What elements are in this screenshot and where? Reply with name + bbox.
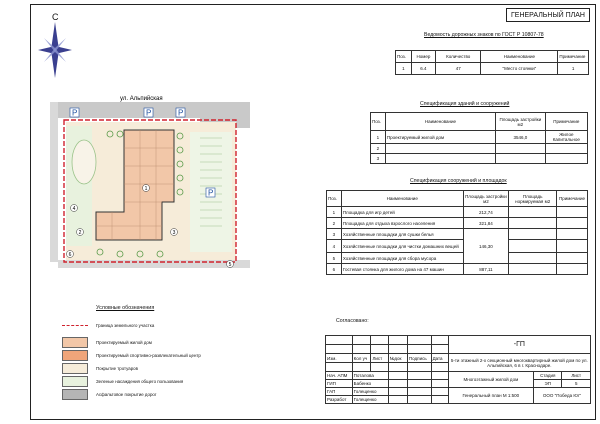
facilities-cell: 887,11 bbox=[463, 264, 509, 275]
buildings-cell: 3546,0 bbox=[496, 131, 546, 144]
legend-swatch bbox=[62, 337, 88, 348]
facilities-cell: Хозяйственные площадки для сушки белья bbox=[341, 229, 463, 240]
road-bottom bbox=[58, 260, 250, 268]
buildings-cell bbox=[545, 144, 587, 154]
facilities-cell: 1 bbox=[327, 207, 342, 218]
parking-marker-label: P bbox=[72, 108, 78, 118]
north-label: С bbox=[52, 12, 59, 22]
buildings-title: Спецификация зданий и сооружений bbox=[420, 101, 510, 107]
road-signs-header: Поз. bbox=[396, 51, 412, 63]
stamp-col-header: №док bbox=[388, 354, 407, 363]
legend-swatch bbox=[62, 350, 88, 361]
buildings-cell: 3 bbox=[371, 154, 386, 164]
stamp-person: Голещенко bbox=[352, 396, 388, 404]
legend-swatch bbox=[62, 376, 88, 387]
facilities-cell: Хозяйственные площадки для чистки домашних вещей bbox=[341, 240, 463, 253]
street-label: ул. Альпийская bbox=[120, 96, 163, 102]
facilities-cell: Площадка для отдыха взрослого населения bbox=[341, 218, 463, 229]
stage-value: ЭП bbox=[534, 380, 562, 388]
facilities-cell bbox=[509, 207, 557, 218]
facilities-cell: 2 bbox=[327, 218, 342, 229]
facilities-cell bbox=[557, 240, 588, 253]
project-code: -ГП bbox=[448, 336, 590, 354]
company-name: ООО "Победа Юг" bbox=[534, 388, 591, 404]
buildings-cell bbox=[385, 154, 495, 164]
stamp-role: ГАП bbox=[326, 388, 353, 396]
north-arrow-icon bbox=[38, 22, 72, 78]
facilities-table bbox=[326, 190, 588, 275]
buildings-header: Площадь застройки м2 bbox=[496, 113, 546, 131]
stamp-col-header: Подпись bbox=[407, 354, 431, 363]
road-signs-cell: 6.4 bbox=[411, 63, 435, 75]
buildings-cell bbox=[496, 144, 546, 154]
buildings-header: Примечание bbox=[545, 113, 587, 131]
legend-swatch bbox=[62, 389, 88, 400]
facilities-cell bbox=[509, 253, 557, 264]
parking-marker-label: P bbox=[178, 108, 184, 118]
facilities-cell: Хозяйственные площадки для сбора мусора bbox=[341, 253, 463, 264]
stamp-col-header: Лист bbox=[371, 354, 388, 363]
buildings-header: Поз. bbox=[371, 113, 386, 131]
buildings-cell: 2 bbox=[371, 144, 386, 154]
legend-title: Условные обозначения bbox=[96, 305, 155, 311]
facilities-title: Спецификация сооружений и площадок bbox=[410, 178, 507, 184]
facilities-cell: Гостевая стоянка для жилого дома на 47 машин bbox=[341, 264, 463, 275]
road-signs-cell: 47 bbox=[436, 63, 481, 75]
position-number: 4 bbox=[72, 205, 76, 212]
facilities-cell bbox=[557, 207, 588, 218]
road-signs-header: Количество bbox=[436, 51, 481, 63]
buildings-cell bbox=[545, 154, 587, 164]
facilities-cell: 5 bbox=[327, 253, 342, 264]
parking-marker-label: P bbox=[208, 188, 214, 198]
stamp-person: Бабенко bbox=[352, 380, 388, 388]
stamp-col-header: Дата bbox=[431, 354, 448, 363]
facilities-header: Площадь застройки м2 bbox=[463, 191, 509, 207]
road-signs-header: Примечание bbox=[558, 51, 589, 63]
facilities-header: Поз. bbox=[327, 191, 342, 207]
facilities-cell: 212,74 bbox=[463, 207, 509, 218]
road-signs-cell: 1 bbox=[558, 63, 589, 75]
position-number: 5 bbox=[228, 261, 232, 268]
stamp-person: Голещенко bbox=[352, 388, 388, 396]
facilities-cell: 4 bbox=[327, 240, 342, 253]
position-number: 6 bbox=[68, 251, 72, 258]
road-left bbox=[50, 102, 58, 262]
road-signs-table bbox=[395, 50, 589, 75]
stamp-role: Разработ bbox=[326, 396, 353, 404]
position-number: 3 bbox=[172, 229, 176, 236]
buildings-cell: Жилое Капитальное bbox=[545, 131, 587, 144]
legend-label: Проектируемый жилой дом bbox=[96, 340, 152, 345]
facilities-cell bbox=[509, 264, 557, 275]
site-plan bbox=[50, 92, 250, 272]
facilities-header: Площадь нормируемая м2 bbox=[509, 191, 557, 207]
facilities-cell bbox=[557, 253, 588, 264]
stamp-col-header: Изм. bbox=[326, 354, 353, 363]
project-name: 5-ти этажный 2-х секционный многоквартирный жилой дом по ул. Альпийская, 6 в г. Краснодаре. bbox=[448, 354, 590, 372]
road-signs-header: Наименование bbox=[481, 51, 558, 63]
stage-label: Стадия bbox=[534, 372, 562, 380]
facilities-cell bbox=[557, 218, 588, 229]
buildings-cell: Проектируемый жилой дом bbox=[385, 131, 495, 144]
buildings-header: Наименование bbox=[385, 113, 495, 131]
buildings-table bbox=[370, 112, 588, 164]
legend-label: Проектируемый спортивно-развлекательный центр bbox=[96, 353, 201, 358]
road-signs-header: Номер bbox=[411, 51, 435, 63]
stamp-col-header: Кол уч bbox=[352, 354, 371, 363]
legend-swatch-boundary bbox=[62, 325, 88, 326]
stage-value: 5 bbox=[562, 380, 591, 388]
facilities-cell bbox=[557, 229, 588, 240]
stamp-role: Нач. АПМ bbox=[326, 372, 353, 380]
stamp-role: ГИП bbox=[326, 380, 353, 388]
buildings-cell bbox=[496, 154, 546, 164]
agreed-label: Согласовано: bbox=[336, 318, 369, 324]
road-signs-cell: 1 bbox=[396, 63, 412, 75]
facilities-cell bbox=[509, 218, 557, 229]
object-name: Многоэтажный жилой дом bbox=[448, 372, 533, 388]
title-block-table bbox=[325, 335, 591, 404]
legend-label: Асфальтовое покрытие дорог bbox=[96, 392, 157, 397]
buildings-cell: 1 bbox=[371, 131, 386, 144]
facilities-cell bbox=[509, 240, 557, 253]
facilities-header: Наименование bbox=[341, 191, 463, 207]
sheet-name: Генеральный план М 1:500 bbox=[448, 388, 533, 404]
facilities-cell: 146,30 bbox=[463, 229, 509, 264]
position-number: 2 bbox=[78, 229, 82, 236]
legend-label: Граница земельного участка bbox=[96, 323, 155, 328]
stage-label: Лист bbox=[562, 372, 591, 380]
stamp-person: Поталова bbox=[352, 372, 388, 380]
playground bbox=[72, 140, 96, 184]
facilities-cell bbox=[557, 264, 588, 275]
facilities-cell: 321,84 bbox=[463, 218, 509, 229]
facilities-cell: 3 bbox=[327, 229, 342, 240]
legend-label: Зеленые насаждения общего пользования bbox=[96, 379, 184, 384]
facilities-header: Примечание bbox=[557, 191, 588, 207]
position-number: 1 bbox=[144, 185, 148, 192]
sheet-title: ГЕНЕРАЛЬНЫЙ ПЛАН bbox=[506, 8, 590, 22]
parking-marker-label: P bbox=[146, 108, 152, 118]
road-signs-cell: "Место стоянки" bbox=[481, 63, 558, 75]
facilities-cell: 6 bbox=[327, 264, 342, 275]
facilities-cell: Площадка для игр детей bbox=[341, 207, 463, 218]
legend-swatch bbox=[62, 363, 88, 374]
buildings-cell bbox=[385, 144, 495, 154]
facilities-cell bbox=[509, 229, 557, 240]
road-signs-title: Ведомость дорожных знаков по ГОСТ Р 10807-78 bbox=[424, 32, 544, 38]
legend-label: Покрытие тротуаров bbox=[96, 366, 138, 371]
